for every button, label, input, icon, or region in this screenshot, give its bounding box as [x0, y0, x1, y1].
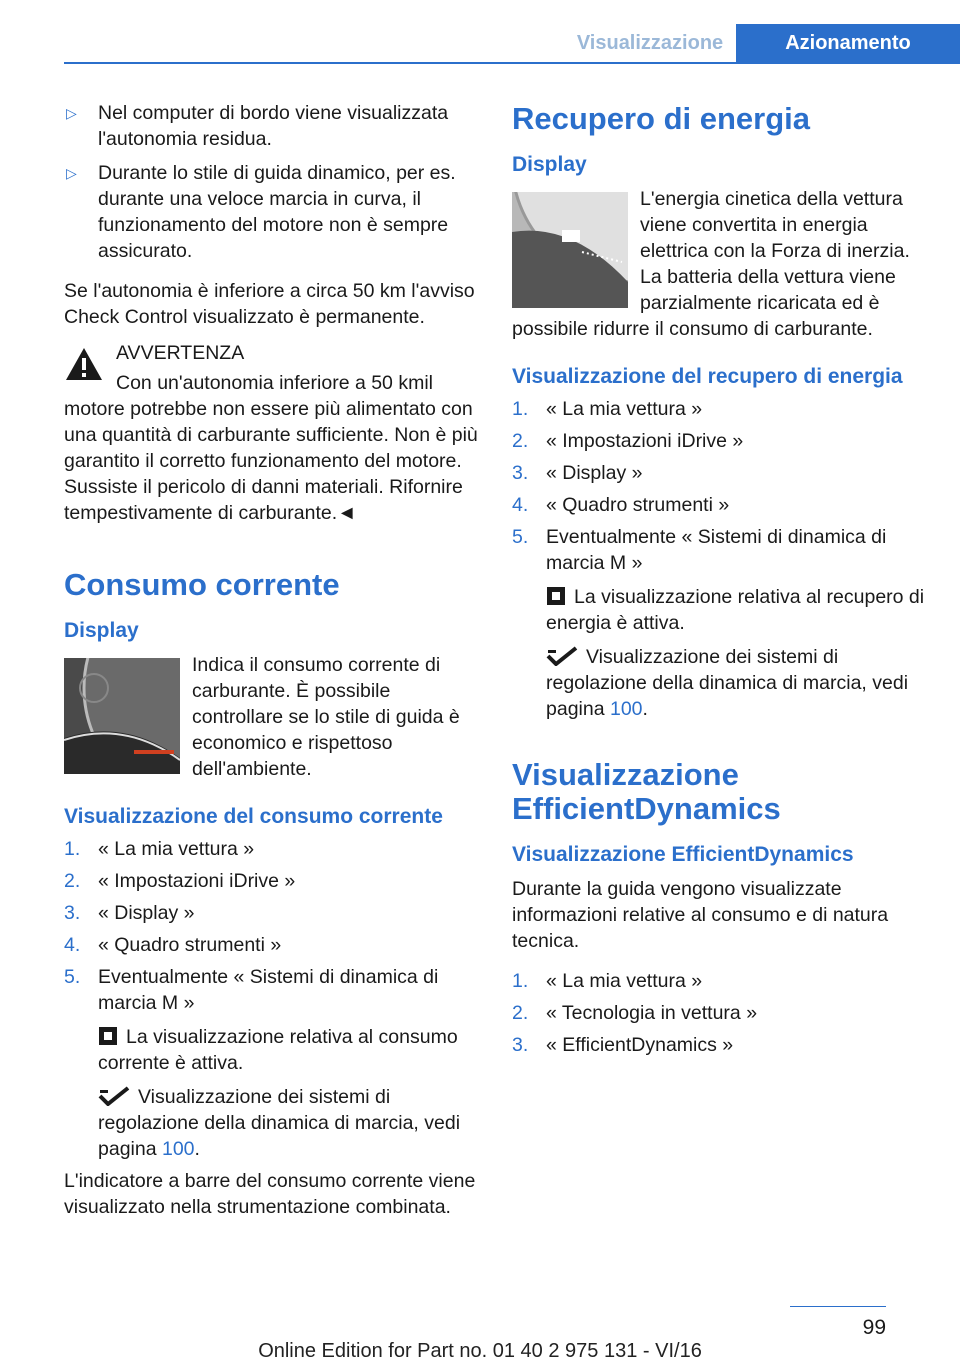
tab-visualizzazione[interactable]: Visualizzazione [564, 24, 736, 62]
warning-box [64, 340, 478, 526]
display-block [64, 652, 478, 782]
triangle-bullet-icon: ▷ [66, 165, 77, 181]
checkbox-icon [546, 586, 566, 606]
autonomy-paragraph: Se l'autonomia è inferiore a circa 50 km l'avviso Check Control visualizzato è permanente. [64, 280, 475, 328]
warning-icon [64, 346, 104, 382]
sub-item-info: Visualizzazione dei sistemi di regolazione della dinamica di marcia, vedi pagina 100. [546, 646, 909, 720]
right-column [512, 100, 926, 1064]
section-title-recupero: Recupero di energia [512, 101, 811, 136]
warning-title: AVVERTENZA [116, 342, 245, 364]
list-item: 2. « Tecnologia in vettura » [512, 1002, 758, 1024]
subsection-title-efficientdynamics: Visualizzazione EfficientDynamics [512, 843, 854, 866]
sub-item-active: La visualizzazione relativa al consumo corrente è attiva. [98, 1026, 458, 1074]
checkbox-icon [98, 1026, 118, 1046]
closing-paragraph: L'indicatore a barre del consumo corrente viene visualizzato nella strumentazione combinata. [64, 1170, 476, 1218]
list-item: 4. « Quadro strumenti » [64, 934, 282, 956]
efficientdynamics-paragraph: Durante la guida vengono visualizzate informazioni relative al consumo e di natura tecnica. [512, 878, 889, 952]
list-item: 1. « La mia vettura » [512, 398, 703, 420]
list-item: 5. Eventualmente « Sistemi di dinamica di marcia M » La visualizzazione relativa al consumo corrente è attiva. Visualizzazione dei sistemi di regolazione della dinamica di marcia, vedi pagina 100. [64, 964, 478, 1162]
bullet-item: ▷ Nel computer di bordo viene visualizzata l'autonomia residua. [66, 102, 449, 150]
header-tabs [564, 24, 960, 62]
footer-edition: Online Edition for Part no. 01 40 2 975 131 - VI/16 [258, 1340, 702, 1362]
bullet-list [64, 100, 478, 264]
display-description: L'energia cinetica della vettura viene convertita in energia elettrica con la Forza di inerzia. La batteria della vettura viene parzialmente ricaricata ed è possibile ridurre il consumo di carburante. [512, 188, 910, 340]
page-link[interactable]: 100 [609, 698, 643, 720]
list-item: 3. « Display » [64, 902, 195, 924]
sub-item-info: Visualizzazione dei sistemi di regolazione della dinamica di marcia, vedi pagina 100. [98, 1086, 461, 1160]
tab-azionamento[interactable]: Azionamento [736, 24, 960, 62]
page-number-rule [790, 1306, 886, 1307]
list-item: 3. « EfficientDynamics » [512, 1034, 734, 1056]
left-column [64, 100, 478, 1230]
section-title-consumo: Consumo corrente [64, 567, 340, 602]
warning-text: Con un'autonomia inferiore a 50 kmil motore potrebbe non essere più alimentato con una quantità di carburante sufficiente. Non è più garantito il corretto funzionamento del motore. Sussiste il pericolo di danni materiali. Rifornire tempestivamente di carburante.◄ [64, 372, 478, 524]
sub-item-active: La visualizzazione relativa al recupero di energia è attiva. [546, 586, 925, 634]
subsection-title-display: Display [512, 153, 587, 176]
steps-title: Visualizzazione del recupero di energia [512, 365, 903, 388]
list-item: 5. Eventualmente « Sistemi di dinamica di marcia M » La visualizzazione relativa al recupero di energia è attiva. Visualizzazione dei sistemi di regolazione della dinamica di marcia, vedi pagina 100. [512, 526, 925, 720]
display-description: Indica il consumo corrente di carburante. È possibile controllare se lo stile di guida è economico e rispettoso dell'ambiente. [192, 654, 460, 780]
checkmark-icon [98, 1086, 130, 1106]
list-item: 4. « Quadro strumenti » [512, 494, 730, 516]
ed-steps-list [512, 968, 926, 1058]
triangle-bullet-icon: ▷ [66, 105, 77, 121]
list-item: 1. « La mia vettura » [64, 838, 255, 860]
checkmark-icon [546, 646, 578, 666]
steps-list [64, 836, 478, 1162]
bullet-item: ▷ Durante lo stile di guida dinamico, per es. durante una veloce marcia in curva, il funzionamento del motore non è sempre assicurato. [66, 162, 456, 262]
fuel-gauge-image [64, 658, 180, 774]
section-title-efficientdynamics: Visualizzazione EfficientDynamics [512, 757, 781, 826]
energy-gauge-image [512, 192, 628, 308]
list-item: 2. « Impostazioni iDrive » [512, 430, 744, 452]
list-item: 3. « Display » [512, 462, 643, 484]
list-item: 1. « La mia vettura » [512, 970, 703, 992]
display-block [512, 186, 926, 342]
list-item: 2. « Impostazioni iDrive » [64, 870, 296, 892]
steps-list [512, 396, 926, 722]
steps-title: Visualizzazione del consumo corrente [64, 805, 443, 828]
page-link[interactable]: 100 [161, 1138, 195, 1160]
page-number: 99 [862, 1316, 886, 1339]
header-rule [64, 62, 960, 64]
subsection-title-display: Display [64, 619, 139, 642]
